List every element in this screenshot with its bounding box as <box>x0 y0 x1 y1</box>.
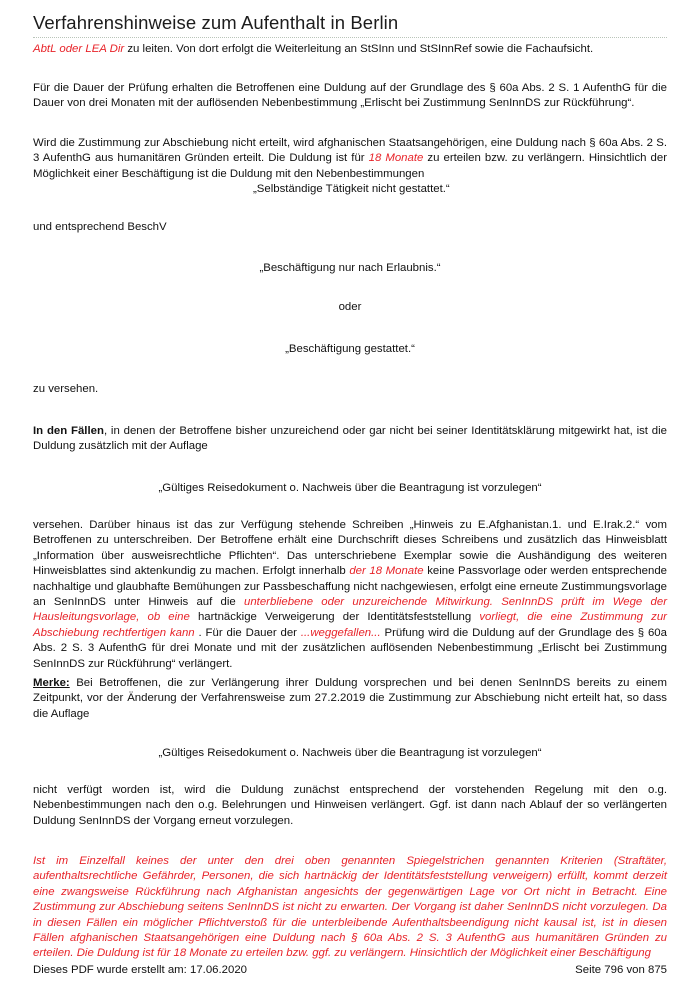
quote-oder: oder <box>338 301 362 313</box>
quote-reisedokument-2: „Gültiges Reisedokument o. Nachweis über die Beantragung ist vorzulegen“ <box>158 747 542 759</box>
text-span: versehen. Darüber hinaus ist das zur Verfügung stehende Schreiben „Hinweis zu E.Afghanistan.1. und E.Irak.2.“ vom Betroffenen zu unterschreiben. Der Betroffene erhält eine Durchschrift dieses Schreibens und zusätzlich das Hinweisblatt „Information über ausweisrechtliche Pflichten“. Das unterschriebene Exemplar sowie die Aushändigung des weiteren Hinweisblattes sind aktenkundig zu machen. Erfolgt innerhalb <box>33 519 667 578</box>
paragraph-zustimmung <box>33 136 667 182</box>
paragraph-versehen: zu versehen. <box>33 383 99 395</box>
paragraph-nicht-verfuegt: nicht verfügt worden ist, wird die Duldung zunächst entsprechend der vorstehenden Regelung mit den o.g. Nebenbestimmungen nach den o.g. Belehrungen und Hinweisen verlängert. Ggf. ist dann nach Ablauf der so verlängerten Duldung SenInnDS der Vorgang erneut vorzulegen. <box>33 784 667 827</box>
text-span: . Für die Dauer der <box>194 626 301 639</box>
text-span: Prüfung wird die Duldung auf der Grundlage des § 60a Abs. 2 S. 3 AufenthG für drei Monate und mit der zusätzlichen auflösenden Nebenbestimmung „Erlischt bei Zustimmung SenInnDS zur Rückführung“ verlängert. <box>33 626 667 670</box>
text-span: zu leiten. Von dort erfolgt die Weiterleitung an StSInn und StSInnRef sowie die Fachaufsicht. <box>124 43 594 55</box>
quote-beschaeftigung-gestattet: „Beschäftigung gestattet.“ <box>285 343 415 355</box>
paragraph-duldung-pruefung: Für die Dauer der Prüfung erhalten die Betroffenen eine Duldung auf der Grundlage des § 60a Abs. 2 S. 1 AufenthG für die Dauer von drei Monaten mit der auflösenden Nebenbestimmung „Erlischt bei Zustimmung SenInnDS zur Rückführung“. <box>33 82 667 110</box>
red-text-weggefallen: ...weggefallen... <box>300 626 381 639</box>
red-text-der-18-monate: der 18 Monate <box>349 565 424 578</box>
footer-created-date: Dieses PDF wurde erstellt am: 17.06.2020 <box>33 964 247 976</box>
page-title: Verfahrenshinweise zum Aufenthalt in Berlin <box>33 12 399 33</box>
paragraph-einzelfall: Ist im Einzelfall keines der unter den drei oben genannten Spiegelstrichen genannten Kriterien (Straftäter, aufenthaltsrechtliche Gefährder, Personen, die sich hartnäckig der Identitätsfeststellung verweigern) erfüllt, kommt derzeit eine zwangsweise Rückführung nach Afghanistan angesichts der gegenwärtigen Lage vor Ort nicht in Betracht. Eine Zustimmung zur Abschiebung seitens SenInnDS ist nicht zu erwarten. Der Vorgang ist daher SenInnDS nicht vorzulegen. Da in diesen Fällen ein möglicher Pflichtverstoß für die unterbleibende Aufenthaltsbeendigung nicht kausal ist, ist in diesen Fällen afghanischen Staatsangehörigen eine Duldung nach § 60a Abs. 2 S. 3 AufenthG aus humanitären Gründen zu erteilen. Die Duldung ist für 18 Monate zu erteilen bzw. ggf. zu verlängern. Hinsichtlich der Möglichkeit einer Beschäftigung <box>33 855 667 960</box>
paragraph-faelle <box>33 424 667 455</box>
red-text-zustimmung: vorliegt, die eine Zustimmung zur Abschiebung rechtfertigen kann <box>33 611 667 639</box>
text-span: , in denen der Betroffene bisher unzureichend oder gar nicht bei seiner Identitätsklärung mitgewirkt hat, ist die Duldung zusätzlich mit der Auflage <box>33 425 667 453</box>
red-text-abtl: AbtL oder LEA Dir <box>33 43 125 55</box>
text-span: keine Passvorlage oder werden entsprechende nachhaltige und glaubhafte Bemühungen zur Passbeschaffung nicht nachgewiesen, erfolgt eine erneute Zustimmungsvorlage an SenInnDS unter Hinweis auf die <box>33 565 667 609</box>
paragraph-schreiben <box>33 518 667 672</box>
title-divider <box>33 37 667 38</box>
text-span: zu erteilen bzw. zu verlängern. Hinsichtlich der Möglichkeit einer Beschäftigung ist die Duldung mit den Nebenbestimmungen <box>33 152 667 180</box>
paragraph-beschv: und entsprechend BeschV <box>33 221 167 233</box>
red-text-mitwirkung: unterbliebene oder unzureichende Mitwirkung. SenInnDS prüft im Wege der Hausleitungsvorlage, ob eine <box>33 596 667 624</box>
quote-reisedokument-1: „Gültiges Reisedokument o. Nachweis über die Beantragung ist vorzulegen“ <box>158 482 542 494</box>
bold-underline-merke: Merke: <box>33 677 70 689</box>
footer-page-number: Seite 796 von 875 <box>575 964 667 976</box>
quote-selbstaendige-taetigkeit: „Selbständige Tätigkeit nicht gestattet.“ <box>253 183 450 195</box>
red-text-18-monate: 18 Monate <box>368 152 424 165</box>
quote-beschaeftigung-erlaubnis: „Beschäftigung nur nach Erlaubnis.“ <box>259 262 441 274</box>
text-span: Wird die Zustimmung zur Abschiebung nicht erteilt, wird afghanischen Staatsangehörigen, eine Duldung nach § 60a Abs. 2 S. 3 AufenthG aus humanitären Gründen erteilt. Die Duldung ist für <box>33 137 667 165</box>
bold-text-faelle: In den Fällen <box>33 425 104 437</box>
text-span: hartnäckige Verweigerung der Identitätsfeststellung <box>189 611 480 624</box>
paragraph-merke <box>33 676 667 722</box>
paragraph-forwarding <box>33 42 667 57</box>
text-span: Bei Betroffenen, die zur Verlängerung ihrer Duldung vorsprechen und bei denen SenInnDS bereits zu einem Zeitpunkt, vor der Änderung der Verfahrensweise zum 27.2.2019 die Zustimmung zur Abschiebung nicht erteilt hat, so dass die Auflage <box>33 677 667 720</box>
